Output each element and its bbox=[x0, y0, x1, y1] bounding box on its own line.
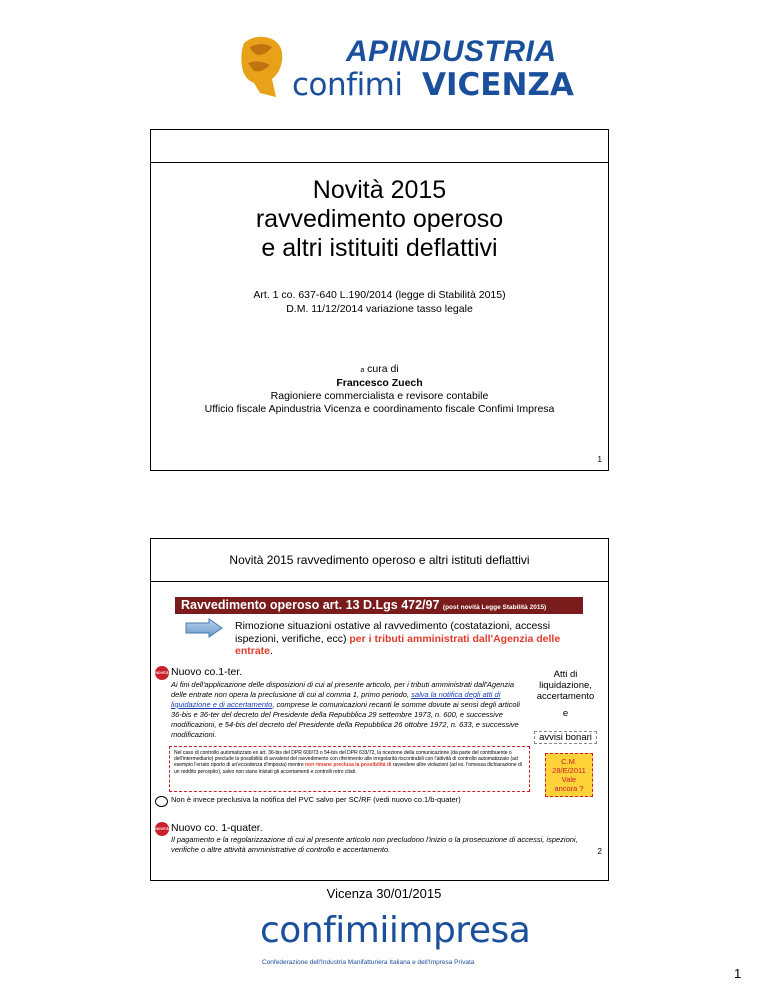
slide-1-credits bbox=[151, 363, 608, 416]
cura-label: cura di bbox=[367, 363, 399, 375]
author-name: Francesco Zuech bbox=[336, 377, 423, 389]
stop-novita-icon: NOVITÀ bbox=[155, 822, 169, 836]
confimi-impresa-tagline: Confederazione dell'Industria Manifatturiera Italiana e dell'Impresa Privata bbox=[262, 959, 475, 966]
page-number: 1 bbox=[734, 966, 742, 981]
atti-box: Atti di liquidazione, accertamento e bbox=[536, 669, 595, 719]
automated-control-note: Nel caso di controllo automatizzato ex art. 36-bis del DPR 600/73 o 54-bis del DPR 633/72, la ricezione della comunicazione (da parte del contribuente o dell'intermediario) preclude la possibilità di avvalersi del ravvedimento con riferimento alle irregolarità riscontrabili con l'attività di controllo automatizzato (ad esempio l'errato riporto di un'eccedenza d'imposta) mentre non rimane preclusa la possibilità di ravvedere altre violazioni (ad es. l'omessa dichiarazione di un reddito percepito), salvo non siano iniziati gli accertamenti e controlli retro citati. bbox=[169, 746, 530, 792]
apindustria-logo bbox=[236, 33, 574, 103]
slide-2-page-number: 2 bbox=[597, 847, 602, 856]
confimi-impresa-logo: confimiimpresa bbox=[260, 910, 531, 951]
logo-vicenza-text: VICENZA bbox=[422, 67, 574, 103]
nc2-title: Nuovo co. 1-quater. bbox=[171, 822, 263, 834]
slide-2-header: Novità 2015 ravvedimento operoso e altri istituti deflattivi bbox=[229, 553, 530, 567]
title-line-3: e altri istituiti deflattivi bbox=[261, 234, 498, 262]
lion-logo-icon bbox=[236, 33, 288, 99]
title-line-2: ravvedimento operoso bbox=[255, 205, 504, 233]
title-line-1: Novità 2015 bbox=[312, 176, 447, 204]
rim-end: . bbox=[270, 645, 273, 657]
nc1-title: Nuovo co.1-ter. bbox=[171, 666, 243, 678]
slide-2-divider bbox=[151, 581, 608, 582]
slide-1-page-number: 1 bbox=[597, 455, 602, 464]
sub-line-2: D.M. 11/12/2014 variazione tasso legale bbox=[286, 303, 473, 315]
slide-1-divider bbox=[151, 162, 608, 163]
sub-line-1: Art. 1 co. 637-640 L.190/2014 (legge di Stabilità 2015) bbox=[253, 289, 506, 301]
nc2-text: Il pagamento e la regolarizzazione di cui al presente articolo non precludono l'inizio o la prosecuzione di accessi, ispezioni, verifiche o altre attività amministrative di controllo e accertamento. bbox=[171, 835, 578, 854]
pvc-note: Non è invece preclusiva la notifica del PVC salvo per SC/RF (vedi nuovo co.1/b-quater) bbox=[171, 795, 461, 804]
slide-2 bbox=[150, 538, 609, 881]
slide-1-subtitle bbox=[151, 288, 608, 316]
author-office: Ufficio fiscale Apindustria Vicenza e coordinamento fiscale Confimi Impresa bbox=[204, 403, 555, 415]
author-role: Ragioniere commercialista e revisore contabile bbox=[270, 390, 489, 402]
logo-confimi-text: confimi bbox=[292, 67, 403, 103]
cm-note-box: C.M. 28/E/2011 Vale ancora ? bbox=[545, 753, 593, 797]
slide-1-title bbox=[151, 176, 608, 263]
banner-text: Ravvedimento operoso art. 13 D.Lgs 472/97 bbox=[181, 598, 440, 612]
dash-red: non rimane preclusa la possibilità di bbox=[305, 762, 392, 769]
nc1-link: salva la notifica degli atti di liquidazione e di accertamento bbox=[171, 690, 501, 709]
logo-apindustria-text: APINDUSTRIA bbox=[346, 35, 557, 68]
rim-red: per i tributi amministrati dall'Agenzia delle entrate bbox=[235, 632, 561, 657]
cura-prefix: a bbox=[360, 367, 365, 374]
slide-1 bbox=[150, 129, 609, 471]
removal-text bbox=[235, 620, 585, 658]
banner-small: (post novità Legge Stabilità 2015) bbox=[442, 604, 547, 611]
avvisi-bonari-box: avvisi bonari bbox=[534, 731, 597, 744]
arrow-right-icon bbox=[185, 618, 223, 638]
rim-text: Rimozione situazioni ostative al ravvedimento (costatazioni, accessi ispezioni, verifiche, ecc) bbox=[235, 620, 551, 645]
footer-date: Vicenza 30/01/2015 bbox=[326, 886, 442, 901]
stop-novita-icon: NOVITÀ bbox=[155, 666, 169, 680]
slide-2-banner bbox=[175, 597, 583, 614]
speech-bubble-icon bbox=[155, 796, 168, 807]
nc1-text: Ai fini dell'applicazione delle disposizioni di cui al presente articolo, per i tributi amministrati dall'Agenzia delle entrate non opera la preclusione di cui al comma 1, primo periodo, salva la notifica degli atti di liquidazione e di accertamento, comprese le comunicazioni recanti le somme dovute ai sensi degli articoli 36-bis e 36-ter del decreto del Presidente della Repubblica 29 settembre 1973, n. 600, e successive modificazioni, e 54-bis del decreto del Presidente della Repubblica 26 ottobre 1972, n. 633, e successive modificazioni. bbox=[171, 680, 520, 739]
